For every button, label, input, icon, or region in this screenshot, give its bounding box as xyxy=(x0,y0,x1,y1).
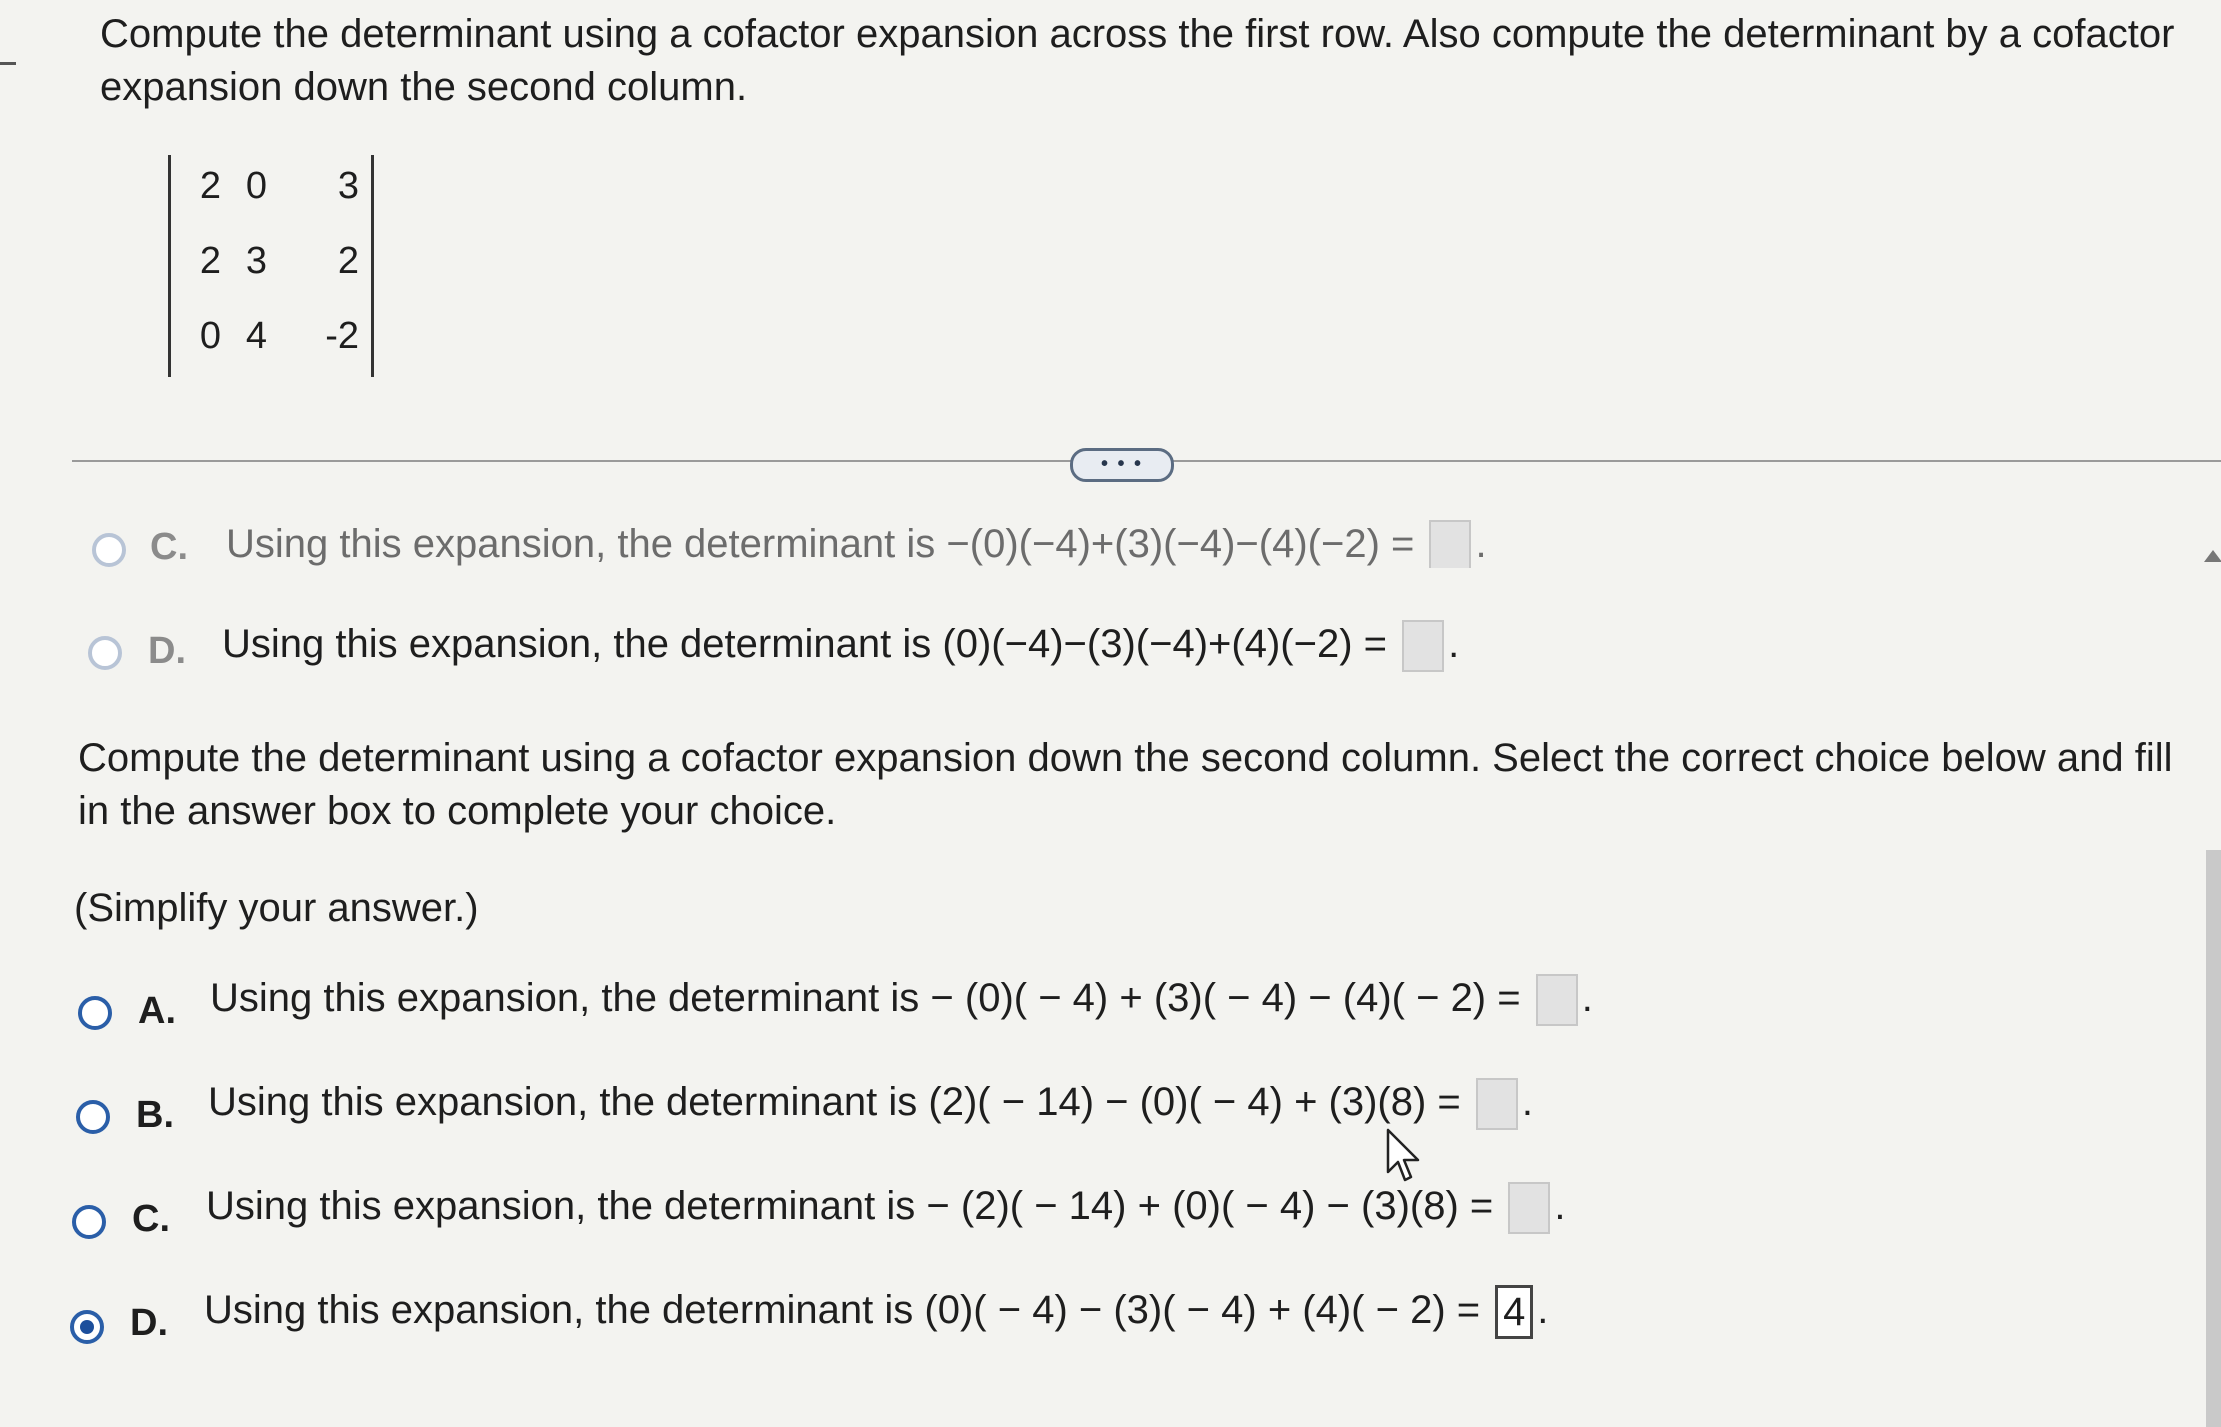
choice-letter: C. xyxy=(132,1198,170,1240)
choice-letter: B. xyxy=(136,1094,174,1136)
answer-input-filled[interactable]: 4 xyxy=(1495,1285,1533,1339)
question-prompt: Compute the determinant using a cofactor expansion across the first row. Also compute the determinant by a cofactor expansion down the second column. xyxy=(100,12,2175,109)
mouse-pointer-icon xyxy=(1386,1128,1426,1186)
matrix-cell: 2 xyxy=(199,165,221,207)
simplify-note: (Simplify your answer.) xyxy=(74,886,479,930)
choice-text: Using this expansion, the determinant is xyxy=(208,1080,918,1124)
choice-expression: (2)( − 14) − (0)( − 4) + (3)(8) = xyxy=(928,1080,1461,1124)
matrix-cell: -2 xyxy=(325,315,359,357)
choice-expression: (0)( − 4) − (3)( − 4) + (4)( − 2) = xyxy=(924,1288,1481,1332)
choice-text: Using this expansion, the determinant is xyxy=(226,522,936,566)
choice-text: Using this expansion, the determinant is xyxy=(222,622,932,666)
choice-c-text: Using this expansion, the determinant is − (2)( − 14) + (0)( − 4) − (3)(8) = . xyxy=(206,1180,1566,1234)
left-margin-mark xyxy=(0,62,16,65)
part2-instruction: Compute the determinant using a cofactor expansion down the second column. Select the correct choice below and fill in the answer box to complete your choice. xyxy=(78,736,2173,833)
scrollbar[interactable] xyxy=(2206,850,2221,1427)
radio-a[interactable] xyxy=(78,996,112,1030)
radio-b[interactable] xyxy=(76,1100,110,1134)
choice-a-text: Using this expansion, the determinant is − (0)( − 4) + (3)( − 4) − (4)( − 2) = . xyxy=(210,972,1593,1026)
determinant-matrix xyxy=(168,155,374,377)
choice-text: Using this expansion, the determinant is xyxy=(204,1288,914,1332)
answer-input[interactable] xyxy=(1476,1078,1518,1130)
choice-letter: D. xyxy=(130,1302,168,1344)
scroll-up-arrow-icon[interactable] xyxy=(2204,550,2221,562)
choice-expression: −(0)(−4)+(3)(−4)−(4)(−2) = xyxy=(946,522,1415,566)
prev-choice-d-text: Using this expansion, the determinant is (0)(−4)−(3)(−4)+(4)(−2) = . xyxy=(222,618,1459,672)
choice-letter: C. xyxy=(150,526,188,568)
choice-text: Using this expansion, the determinant is xyxy=(210,976,920,1020)
matrix-cell: 0 xyxy=(245,165,267,207)
matrix-cell: 3 xyxy=(245,240,267,282)
matrix-cell: 2 xyxy=(337,240,359,282)
choice-expression: − (0)( − 4) + (3)( − 4) − (4)( − 2) = xyxy=(930,976,1521,1020)
matrix-cell: 3 xyxy=(337,165,359,207)
choice-expression: − (2)( − 14) + (0)( − 4) − (3)(8) = xyxy=(926,1184,1494,1228)
matrix-cell: 4 xyxy=(245,315,267,357)
choice-expression: (0)(−4)−(3)(−4)+(4)(−2) = xyxy=(942,622,1387,666)
answer-input[interactable] xyxy=(1508,1182,1550,1234)
answer-input[interactable] xyxy=(1429,520,1471,568)
choice-letter: D. xyxy=(148,630,186,672)
choice-d-text: Using this expansion, the determinant is (0)( − 4) − (3)( − 4) + (4)( − 2) = 4 . xyxy=(204,1284,1548,1339)
radio-prev-d[interactable] xyxy=(88,636,122,670)
matrix-cell: 0 xyxy=(199,315,221,357)
matrix-cell: 2 xyxy=(199,240,221,282)
radio-c[interactable] xyxy=(72,1205,106,1239)
choice-text: Using this expansion, the determinant is xyxy=(206,1184,916,1228)
choice-letter: A. xyxy=(138,990,176,1032)
choice-b-text: Using this expansion, the determinant is (2)( − 14) − (0)( − 4) + (3)(8) = . xyxy=(208,1076,1533,1130)
answer-input[interactable] xyxy=(1536,974,1578,1026)
answer-input[interactable] xyxy=(1402,620,1444,672)
prev-choice-c-text: Using this expansion, the determinant is −(0)(−4)+(3)(−4)−(4)(−2) = . xyxy=(226,518,1487,568)
radio-d-selected[interactable] xyxy=(70,1310,104,1344)
expand-more-button[interactable]: • • • xyxy=(1070,448,1174,482)
radio-prev-c[interactable] xyxy=(92,533,126,567)
